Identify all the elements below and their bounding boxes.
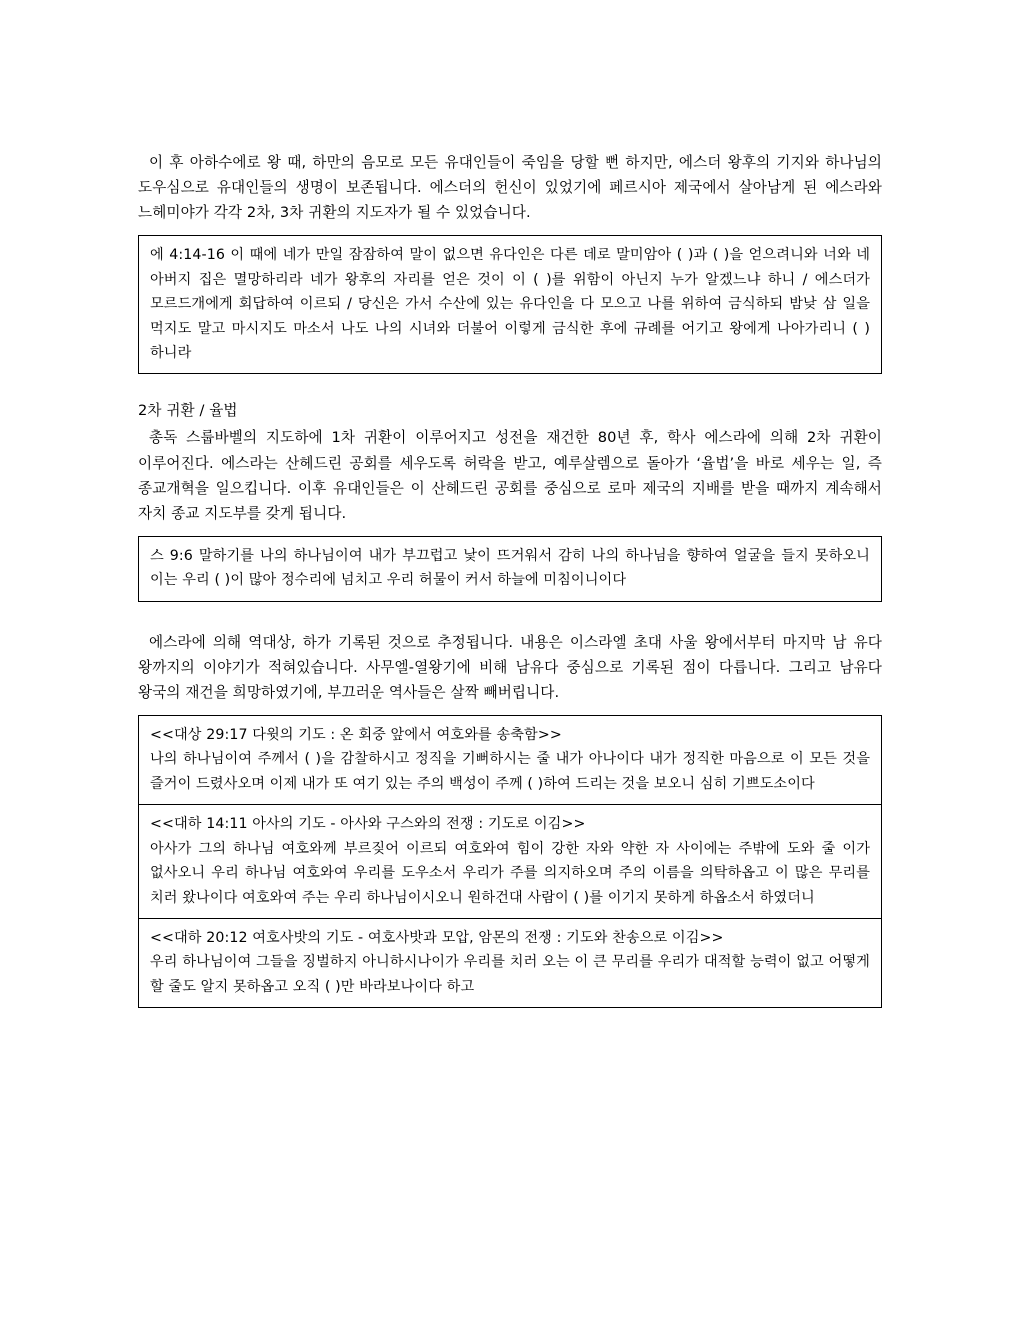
quote-box-chronicles-asa xyxy=(138,805,882,919)
quote-box-chronicles-david xyxy=(138,715,882,805)
quote-header: <<대하 20:12 여호사밧의 기도 - 여호사밧과 모압, 암몬의 전쟁 : 기도와 찬송으로 이김>> xyxy=(150,929,724,946)
quote-box-chronicles-jehoshaphat xyxy=(138,919,882,1008)
section-heading-second-return: 2차 귀환 / 율법 xyxy=(138,402,238,420)
paragraph-second-return: 총독 스룹바벨의 지도하에 1차 귀환이 이루어지고 성전을 재건한 80년 후, 학사 에스라에 의해 2차 귀환이 이루어진다. 에스라는 산헤드린 공회를 세우도록 허락을 받고, 예루살렘으로 돌아가 ‘율법’을 바로 세우는 일, 즉 종교개혁을 일으킵니다. 이후 유대인들은 이 산헤드린 공회를 중심으로 로마 제국의 지배를 받을 때까지 계속해서 자치 종교 지도부를 갖게 됩니다. xyxy=(138,429,882,522)
quote-text: 에 4:14-16 이 때에 네가 만일 잠잠하여 말이 없으면 유다인은 다른 데로 말미암아 ( )과 ( )을 얻으려니와 너와 네 아버지 집은 멸망하리라 네가 왕후의 자리를 얻은 것이 이 ( )를 위함이 아닌지 누가 알겠느냐 하니 / 에스더가 모르드개에게 회답하여 이르되 / 당신은 가서 수산에 있는 유다인을 다 모으고 나를 위하여 금식하되 밤낮 삼 일을 먹지도 말고 마시지도 마소서 나도 나의 시녀와 더불어 이렇게 금식한 후에 규례를 어기고 왕에게 나아가리니 ( ) 하니라 xyxy=(150,247,870,361)
quote-box-esther xyxy=(138,235,882,374)
quote-header: <<대상 29:17 다윗의 기도 : 온 회중 앞에서 여호와를 송축함>> xyxy=(150,726,562,743)
quote-text: 스 9:6 말하기를 나의 하나님이여 내가 부끄럽고 낯이 뜨거워서 감히 나의 하나님을 향하여 얼굴을 들지 못하오니 이는 우리 ( )이 많아 정수리에 넘치고 우리 허물이 커서 하늘에 미침이니이다 xyxy=(150,547,870,589)
quote-box-ezra xyxy=(138,536,882,602)
quote-header: <<대하 14:11 아사의 기도 - 아사와 구스와의 전쟁 : 기도로 이김>> xyxy=(150,816,586,833)
paragraph-chronicles: 에스라에 의해 역대상, 하가 기록된 것으로 추정됩니다. 내용은 이스라엘 초대 사울 왕에서부터 마지막 남 유다 왕까지의 이야기가 적혀있습니다. 사무엘-열왕기에 비해 남유다 중심으로 기록된 점이 다릅니다. 그리고 남유다 왕국의 재건을 희망하였기에, 부끄러운 역사들은 살짝 빼버립니다. xyxy=(138,633,882,701)
quote-text: 아사가 그의 하나님 여호와께 부르짖어 이르되 여호와여 힘이 강한 자와 약한 자 사이에는 주밖에 도와 줄 이가 없사오니 우리 하나님 여호와여 우리를 도우소서 우리가 주를 의지하오며 주의 이름을 의탁하옵고 이 많은 무리를 치러 왔나이다 여호와여 주는 우리 하나님이시오니 원하건대 사람이 ( )를 이기지 못하게 하옵소서 하였더니 xyxy=(150,840,870,906)
quote-text: 우리 하나님이여 그들을 징벌하지 아니하시나이가 우리를 치러 오는 이 큰 무리를 우리가 대적할 능력이 없고 어떻게 할 줄도 알지 못하옵고 오직 ( )만 바라보나이다 하고 xyxy=(150,954,870,995)
spacer xyxy=(138,602,882,630)
paragraph-intro: 이 후 아하수에로 왕 때, 하만의 음모로 모든 유대인들이 죽임을 당할 뻔 하지만, 에스더 왕후의 기지와 하나님의 도우심으로 유대인들의 생명이 보존됩니다. 에스더의 헌신이 있었기에 페르시아 제국에서 살아남게 된 에스라와 느헤미야가 각각 2차, 3차 귀환의 지도자가 될 수 있었습니다. xyxy=(138,154,882,222)
quote-text: 나의 하나님이여 주께서 ( )을 감찰하시고 정직을 기뻐하시는 줄 내가 아나이다 내가 정직한 마음으로 이 모든 것을 즐거이 드렸사오며 이제 내가 또 여기 있는 주의 백성이 주께 ( )하여 드리는 것을 보오니 심히 기쁘도소이다 xyxy=(150,751,870,792)
